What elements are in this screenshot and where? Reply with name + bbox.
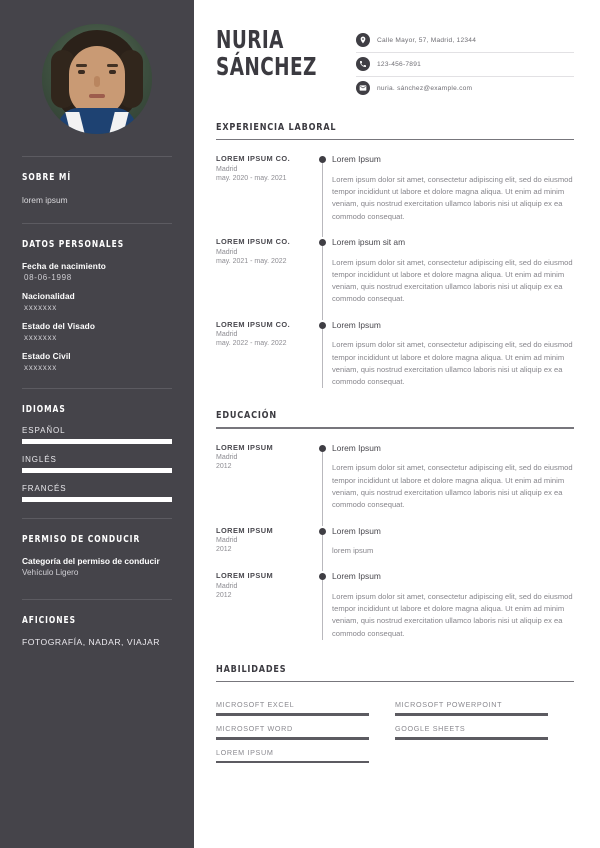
personal-label: Nacionalidad	[22, 290, 75, 301]
hobbies-text: FOTOGRAFÍA, NADAR, VIAJAR	[22, 636, 160, 647]
experience-rule	[216, 139, 574, 140]
experience-entry	[216, 237, 574, 306]
divider-license	[22, 518, 172, 519]
personal-item	[22, 291, 172, 312]
location-pin-icon	[356, 33, 370, 47]
photo-nose	[94, 76, 100, 87]
section-driving-license	[0, 534, 194, 577]
language-name: ESPAÑOL	[22, 425, 66, 435]
experience-city: Madrid	[216, 331, 238, 339]
education-body	[330, 443, 574, 512]
personal-item	[22, 321, 172, 342]
personal-value: xxxxxxx	[24, 332, 57, 342]
experience-meta	[216, 320, 314, 389]
personal-value: xxxxxxx	[24, 362, 57, 372]
education-org: LOREM IPSUM	[216, 525, 274, 535]
section-education	[216, 410, 574, 640]
name-block	[216, 26, 339, 80]
contact-list	[356, 29, 574, 100]
education-meta	[216, 526, 314, 558]
timeline-marker	[314, 320, 330, 389]
education-dates: 2012	[216, 546, 232, 554]
timeline-line	[322, 246, 323, 320]
experience-meta	[216, 237, 314, 306]
divider-languages	[22, 388, 172, 389]
timeline-dot-icon	[319, 528, 326, 535]
experience-dates: may. 2020 - may. 2021	[216, 175, 287, 183]
education-dates: 2012	[216, 591, 232, 599]
experience-dates: may. 2021 - may. 2022	[216, 257, 287, 265]
divider-hobbies	[22, 599, 172, 600]
photo-eye-right	[109, 70, 116, 74]
education-heading: EDUCACIÓN	[216, 410, 277, 422]
section-hobbies	[0, 615, 194, 647]
experience-title: Lorem Ipsum	[332, 319, 381, 330]
experience-city: Madrid	[216, 248, 238, 256]
timeline-line	[322, 580, 323, 640]
timeline-line	[322, 329, 323, 389]
personal-heading: DATOS PERSONALES	[22, 238, 125, 250]
skills-heading: HABILIDADES	[216, 664, 287, 676]
avatar	[42, 24, 152, 134]
language-item	[22, 484, 172, 502]
personal-label: Fecha de nacimiento	[22, 260, 106, 271]
education-entry	[216, 443, 574, 512]
language-item	[22, 455, 172, 473]
contact-phone-text: 123-456-7891	[377, 60, 422, 68]
education-body	[330, 526, 574, 558]
education-description: Lorem ipsum dolor sit amet, consectetur adipiscing elit, sed do eiusmod tempor incididunt ut labore et dolore magna aliqua. Ut enim ad minim veniam, quis nostrud exercitation ullamco laboris nisi ut aliquip ex ea commodo consequat.	[332, 463, 573, 510]
main-content	[194, 0, 600, 848]
timeline-marker	[314, 154, 330, 223]
skill-item	[395, 716, 574, 740]
skill-item	[216, 716, 395, 740]
timeline-dot-icon	[319, 156, 326, 163]
skill-level-fill	[216, 761, 369, 764]
photo-eye-left	[78, 70, 85, 74]
section-personal-data	[0, 239, 194, 372]
photo-brow-right	[107, 64, 118, 67]
education-description: lorem ipsum	[332, 546, 374, 556]
skill-item	[216, 692, 395, 716]
skill-name: MICROSOFT WORD	[216, 724, 293, 733]
divider-about	[22, 156, 172, 157]
languages-heading: IDIOMAS	[22, 403, 66, 415]
education-entry	[216, 571, 574, 640]
section-experience	[216, 122, 574, 388]
contact-address[interactable]	[356, 29, 574, 53]
education-title: Lorem Ipsum	[332, 442, 381, 453]
language-name: FRANCÉS	[22, 483, 67, 493]
timeline-marker	[314, 571, 330, 640]
photo-brow-left	[76, 64, 87, 67]
experience-org: LOREM IPSUM CO.	[216, 237, 291, 247]
personal-value: xxxxxxx	[24, 302, 57, 312]
section-languages	[0, 404, 194, 502]
timeline-dot-icon	[319, 322, 326, 329]
education-rule	[216, 427, 574, 428]
timeline-marker	[314, 237, 330, 306]
timeline-marker	[314, 443, 330, 512]
experience-description: Lorem ipsum dolor sit amet, consectetur adipiscing elit, sed do eiusmod tempor incididunt ut labore et dolore magna aliqua. Ut enim ad minim veniam, quis nostrud exercitation ullamco laboris nisi ut aliquip ex ea commodo consequat.	[332, 174, 573, 221]
page-title	[216, 26, 317, 80]
personal-item	[22, 351, 172, 372]
experience-title: Lorem Ipsum	[332, 154, 381, 165]
experience-heading: EXPERIENCIA LABORAL	[216, 122, 337, 133]
experience-city: Madrid	[216, 166, 238, 174]
about-heading: SOBRE MÍ	[22, 172, 72, 183]
experience-dates: may. 2022 - may. 2022	[216, 340, 287, 348]
first-name: NURIA	[216, 25, 284, 54]
education-org: LOREM IPSUM	[216, 442, 274, 452]
experience-entry	[216, 154, 574, 223]
personal-label: Estado del Visado	[22, 320, 96, 331]
education-title: Lorem Ipsum	[332, 571, 381, 582]
skill-level-track	[216, 761, 369, 764]
license-label: Categoría del permiso de conducir	[22, 555, 160, 566]
experience-body	[330, 237, 574, 306]
experience-org: LOREM IPSUM CO.	[216, 319, 291, 329]
profile-photo-wrap	[0, 0, 194, 134]
experience-org: LOREM IPSUM CO.	[216, 154, 291, 164]
skill-name: LOREM IPSUM	[216, 747, 274, 757]
about-text: lorem ipsum	[22, 195, 68, 205]
language-level-fill	[22, 468, 172, 473]
contact-phone[interactable]	[356, 53, 574, 77]
education-city: Madrid	[216, 582, 238, 590]
timeline-marker	[314, 526, 330, 558]
timeline-line	[322, 452, 323, 526]
experience-body	[330, 154, 574, 223]
personal-item	[22, 261, 172, 282]
phone-icon	[356, 57, 370, 71]
cv-header	[216, 26, 574, 100]
contact-email-text: nuria. sánchez@example.com	[377, 84, 473, 92]
divider-personal	[22, 223, 172, 224]
education-meta	[216, 443, 314, 512]
personal-value: 08-06-1998	[24, 272, 72, 282]
timeline-line	[322, 163, 323, 237]
photo-mouth	[89, 94, 105, 98]
skill-name: MICROSOFT EXCEL	[216, 700, 295, 710]
education-entry	[216, 526, 574, 558]
education-body	[330, 571, 574, 640]
language-level-track	[22, 439, 172, 444]
skills-grid	[216, 692, 574, 763]
experience-description: Lorem ipsum dolor sit amet, consectetur adipiscing elit, sed do eiusmod tempor incididunt ut labore et dolore magna aliqua. Ut enim ad minim veniam, quis nostrud exercitation ullamco laboris nisi ut aliquip ex ea commodo consequat.	[332, 340, 573, 387]
skill-level-fill	[395, 737, 548, 740]
education-meta	[216, 571, 314, 640]
skill-item	[395, 692, 574, 716]
personal-label: Estado Civil	[22, 350, 71, 361]
last-name: SÁNCHEZ	[216, 52, 317, 81]
envelope-icon	[356, 81, 370, 95]
timeline-dot-icon	[319, 445, 326, 452]
education-org: LOREM IPSUM	[216, 571, 274, 581]
timeline-dot-icon	[319, 239, 326, 246]
experience-title: Lorem ipsum sit am	[332, 237, 406, 248]
education-city: Madrid	[216, 454, 238, 462]
timeline-dot-icon	[319, 573, 326, 580]
sidebar	[0, 0, 194, 848]
education-title: Lorem Ipsum	[332, 525, 381, 536]
experience-description: Lorem ipsum dolor sit amet, consectetur adipiscing elit, sed do eiusmod tempor incididunt ut labore et dolore magna aliqua. Ut enim ad minim veniam, quis nostrud exercitation ullamco laboris nisi ut aliquip ex ea commodo consequat.	[332, 257, 573, 304]
section-skills	[216, 664, 574, 763]
education-dates: 2012	[216, 463, 232, 471]
skill-name: GOOGLE SHEETS	[395, 724, 466, 733]
skill-level-track	[395, 737, 548, 740]
contact-address-text: Calle Mayor, 57, Madrid, 12344	[377, 36, 477, 44]
hobbies-heading: AFICIONES	[22, 614, 77, 626]
education-city: Madrid	[216, 537, 238, 545]
skills-rule	[216, 681, 574, 682]
experience-entry	[216, 320, 574, 389]
contact-email[interactable]	[356, 77, 574, 100]
license-value: Vehículo Ligero	[22, 567, 79, 577]
language-level-track	[22, 468, 172, 473]
timeline-line	[322, 535, 323, 572]
experience-meta	[216, 154, 314, 223]
experience-body	[330, 320, 574, 389]
language-level-track	[22, 497, 172, 502]
license-heading: PERMISO DE CONDUCIR	[22, 533, 141, 545]
language-item	[22, 426, 172, 444]
skill-name: MICROSOFT POWERPOINT	[395, 700, 503, 710]
language-level-fill	[22, 439, 172, 444]
education-description: Lorem ipsum dolor sit amet, consectetur adipiscing elit, sed do eiusmod tempor incididunt ut labore et dolore magna aliqua. Ut enim ad minim veniam, quis nostrud exercitation ullamco laboris nisi ut aliquip ex ea commodo consequat.	[332, 591, 573, 638]
language-level-fill	[22, 497, 172, 502]
language-name: INGLÉS	[22, 454, 57, 464]
section-about	[0, 172, 194, 207]
skill-item	[216, 740, 395, 764]
